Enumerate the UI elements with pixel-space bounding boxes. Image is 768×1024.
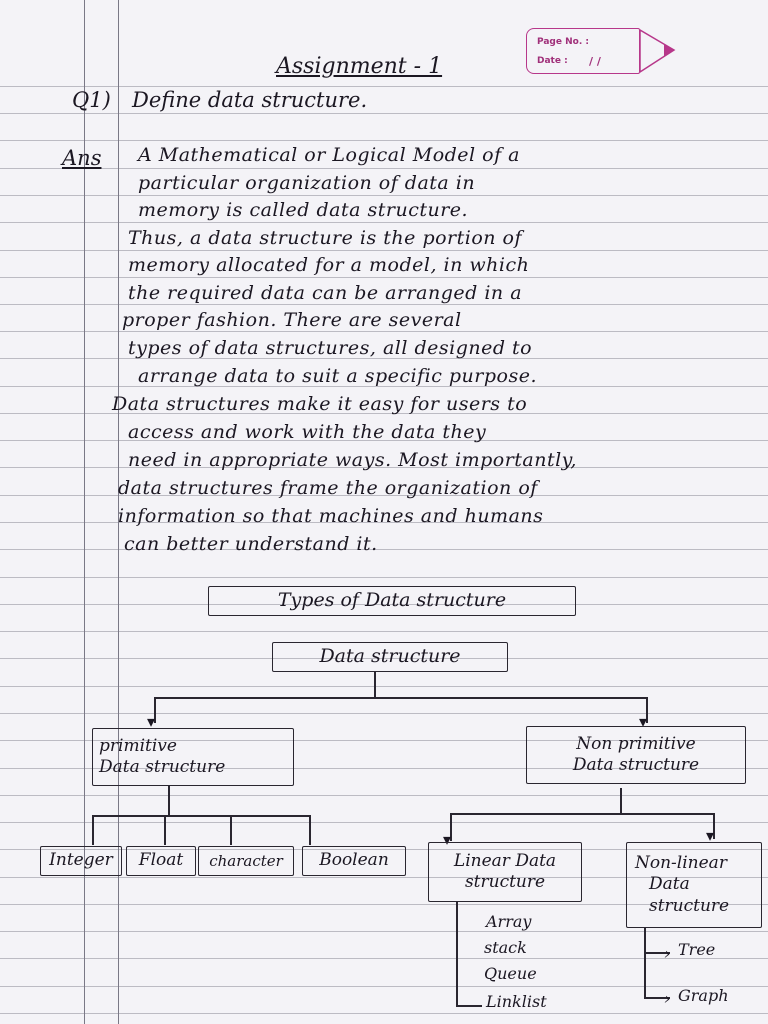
- linear-item: stack: [484, 938, 527, 957]
- question-text: Define data structure.: [132, 88, 368, 112]
- answer-line: access and work with the data they: [128, 421, 487, 443]
- linear-item: Linklist: [486, 992, 547, 1011]
- date-label: Date :: [537, 56, 568, 66]
- non-linear-item: Tree: [678, 940, 716, 959]
- answer-line: memory allocated for a model, in which: [128, 254, 530, 276]
- non-linear-item: Graph: [678, 986, 729, 1005]
- linear-line1: Linear Data: [453, 850, 557, 871]
- type-float: Float: [126, 846, 196, 876]
- question-number: Q1): [72, 88, 111, 112]
- non-primitive-node: [526, 726, 746, 784]
- type-character: character: [198, 846, 294, 876]
- answer-label: Ans: [62, 146, 102, 170]
- linear-item: Array: [486, 912, 532, 931]
- answer-line: information so that machines and humans: [118, 505, 544, 527]
- primitive-line1: primitive: [99, 735, 177, 756]
- answer-line: can better understand it.: [124, 533, 378, 555]
- primitive-line2: Data structure: [99, 757, 226, 777]
- page-date-stamp: [526, 28, 640, 74]
- linear-node: [428, 842, 582, 902]
- type-boolean: Boolean: [302, 846, 406, 876]
- answer-line: Data structures make it easy for users to: [112, 393, 528, 415]
- non-primitive-line1: Non primitive: [576, 733, 696, 754]
- answer-line: arrange data to suit a specific purpose.: [138, 365, 537, 387]
- answer-line: need in appropriate ways. Most importantly,: [128, 449, 577, 471]
- date-value: / /: [589, 55, 601, 68]
- non-linear-line2: Data: [649, 874, 690, 895]
- type-integer: Integer: [40, 846, 122, 876]
- non-primitive-line2: Data structure: [572, 755, 700, 775]
- answer-line: memory is called data structure.: [138, 199, 469, 221]
- answer-line: Thus, a data structure is the portion of: [128, 227, 523, 249]
- answer-line: data structures frame the organization of: [118, 477, 538, 499]
- non-linear-line1: Non-linear: [635, 853, 727, 874]
- answer-line: particular organization of data in: [138, 172, 476, 194]
- answer-line: A Mathematical or Logical Model of a: [138, 144, 520, 166]
- pencil-tip-icon: [640, 28, 680, 76]
- page-no-label: Page No. :: [537, 37, 589, 47]
- answer-line: the required data can be arranged in a: [128, 282, 523, 304]
- answer-line: types of data structures, all designed to: [128, 337, 533, 359]
- non-linear-node: [626, 842, 762, 928]
- answer-line: proper fashion. There are several: [122, 309, 462, 331]
- diagram-heading: Types of Data structure: [208, 586, 576, 616]
- non-linear-line3: structure: [649, 895, 730, 916]
- linear-item: Queue: [484, 964, 537, 983]
- assignment-title: Assignment - 1: [276, 54, 443, 79]
- root-node: Data structure: [272, 642, 508, 672]
- linear-line2: structure: [464, 872, 546, 892]
- primitive-node: [92, 728, 294, 786]
